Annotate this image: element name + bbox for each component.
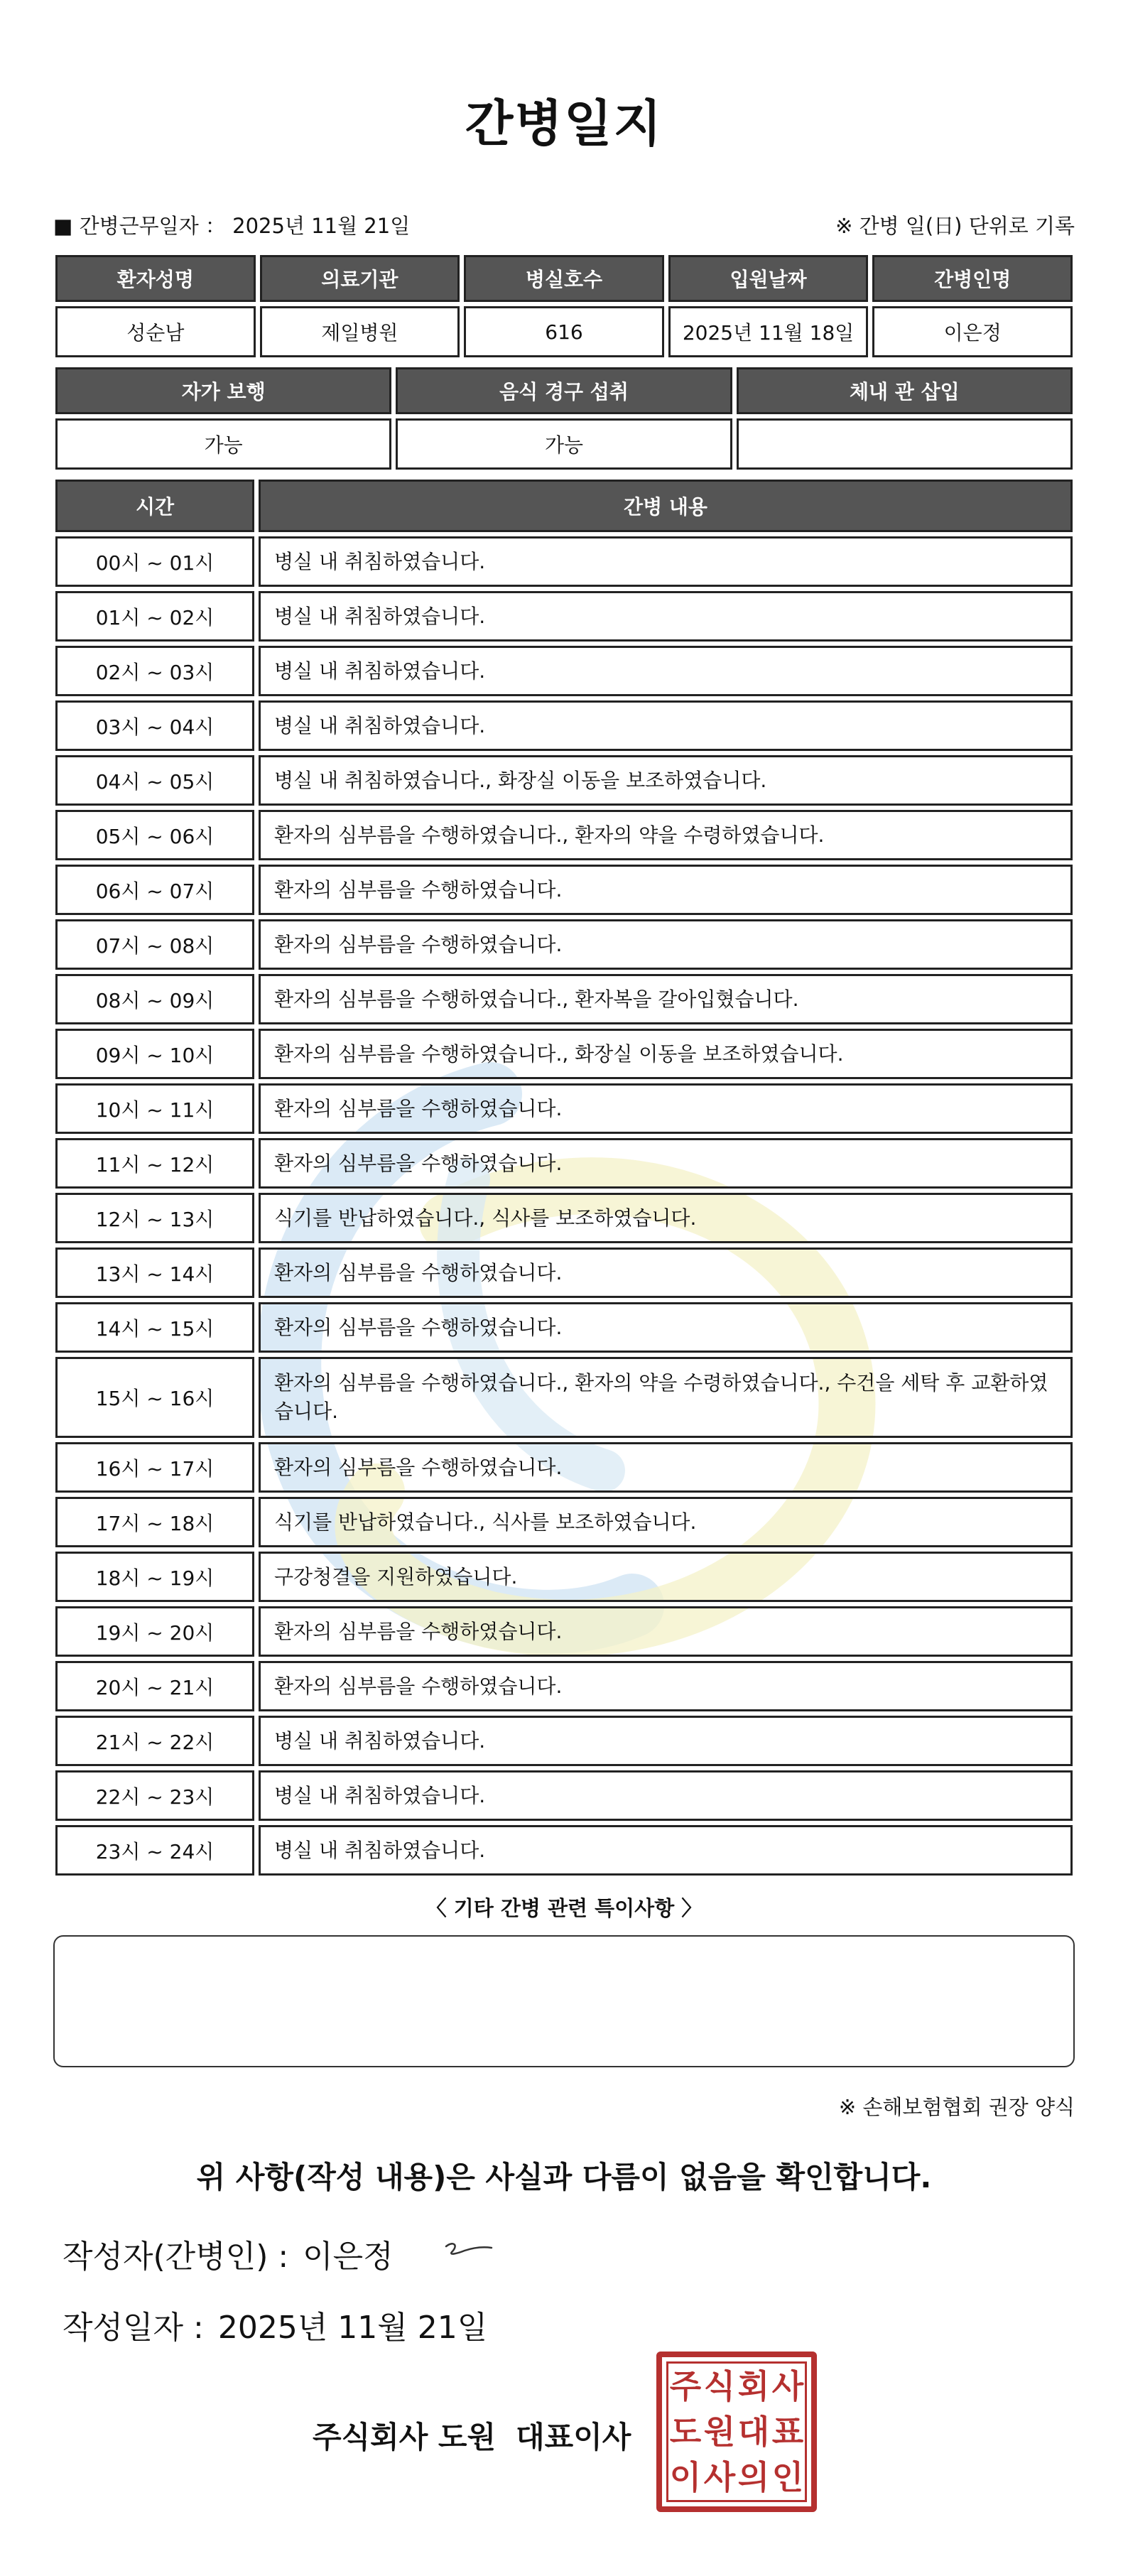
time-cell: 14시 ~ 15시	[53, 1300, 256, 1355]
care-content-cell: 환자의 심부름을 수행하였습니다., 환자의 약을 수령하였습니다., 수건을 세탁 후 교환하였습니다.	[256, 1355, 1075, 1440]
care-content-cell: 환자의 심부름을 수행하였습니다.	[256, 1245, 1075, 1300]
header-patient-name: 환자성명	[53, 253, 258, 304]
work-date-label: ■ 간병근무일자 ：	[53, 214, 226, 238]
confirmation-statement: 위 사항(작성 내용)은 사실과 다름이 없음을 확인합니다.	[196, 2160, 932, 2195]
seal-char: 의	[737, 2458, 770, 2496]
seal-char: 이	[669, 2458, 702, 2496]
table-row	[53, 1823, 1075, 1878]
time-cell: 10시 ~ 11시	[53, 1081, 256, 1136]
room-number: 616	[462, 304, 666, 359]
table-row	[53, 644, 1075, 698]
care-content-cell: 병실 내 취침하였습니다.	[256, 698, 1075, 753]
self-walking-value: 가능	[53, 416, 394, 472]
time-cell: 00시 ~ 01시	[53, 534, 256, 589]
seal-char: 도	[669, 2413, 702, 2451]
care-content-cell: 환자의 심부름을 수행하였습니다.	[256, 1604, 1075, 1659]
seal-char: 인	[771, 2458, 804, 2496]
care-content-cell: 환자의 심부름을 수행하였습니다.	[256, 1136, 1075, 1191]
company-name: 주식회사 도원	[313, 2420, 497, 2455]
time-cell: 12시 ~ 13시	[53, 1191, 256, 1245]
form-note: ※ 손해보험협회 권장 양식	[838, 2095, 1075, 2119]
care-content-cell: 환자의 심부름을 수행하였습니다.	[256, 1659, 1075, 1714]
table-row	[53, 1714, 1075, 1768]
company-seal-stamp	[656, 2352, 817, 2512]
care-content-cell: 병실 내 취침하였습니다., 화장실 이동을 보조하였습니다.	[256, 753, 1075, 808]
special-notes-box	[53, 1935, 1075, 2067]
care-content-cell: 환자의 심부름을 수행하였습니다., 환자의 약을 수령하였습니다.	[256, 808, 1075, 862]
seal-char: 원	[703, 2413, 736, 2451]
table-row	[53, 1027, 1075, 1081]
patient-name: 성순남	[53, 304, 258, 359]
care-content-cell: 구강청결을 지원하였습니다.	[256, 1549, 1075, 1604]
table-row	[53, 808, 1075, 862]
work-date	[53, 210, 410, 239]
unit-note: ※ 간병 일(日) 단위로 기록	[835, 214, 1075, 238]
table-row	[53, 1136, 1075, 1191]
table-row	[53, 1768, 1075, 1823]
table-row	[53, 753, 1075, 808]
time-cell: 18시 ~ 19시	[53, 1549, 256, 1604]
table-row	[53, 917, 1075, 972]
signature-mark-icon	[440, 2236, 497, 2265]
table-row	[53, 589, 1075, 644]
header-time: 시간	[53, 477, 256, 534]
time-cell: 07시 ~ 08시	[53, 917, 256, 972]
header-room: 병실호수	[462, 253, 666, 304]
care-content-cell: 식기를 반납하였습니다., 식사를 보조하였습니다.	[256, 1191, 1075, 1245]
table-row	[53, 1191, 1075, 1245]
time-cell: 01시 ~ 02시	[53, 589, 256, 644]
seal-char: 사	[771, 2367, 804, 2405]
table-row	[53, 1440, 1075, 1495]
time-cell: 17시 ~ 18시	[53, 1495, 256, 1549]
writer-label: 작성자(간병인) :	[63, 2239, 289, 2275]
time-cell: 23시 ~ 24시	[53, 1823, 256, 1878]
header-tube-insertion: 체내 관 삽입	[734, 365, 1075, 416]
written-date-label: 작성일자 :	[63, 2310, 204, 2346]
caregiver-name: 이은정	[870, 304, 1075, 359]
time-cell: 13시 ~ 14시	[53, 1245, 256, 1300]
time-cell: 03시 ~ 04시	[53, 698, 256, 753]
seal-char: 대	[737, 2413, 770, 2451]
seal-char: 식	[703, 2367, 736, 2405]
time-cell: 02시 ~ 03시	[53, 644, 256, 698]
care-content-cell: 환자의 심부름을 수행하였습니다.	[256, 917, 1075, 972]
care-content-cell: 병실 내 취침하였습니다.	[256, 534, 1075, 589]
care-content-cell: 환자의 심부름을 수행하였습니다.	[256, 1300, 1075, 1355]
table-row	[53, 1355, 1075, 1440]
care-content-cell: 환자의 심부름을 수행하였습니다., 환자복을 갈아입혔습니다.	[256, 972, 1075, 1027]
hospital-name: 제일병원	[258, 304, 462, 359]
written-date-value: 2025년 11월 21일	[217, 2310, 488, 2346]
table-row	[53, 862, 1075, 917]
time-cell: 04시 ~ 05시	[53, 753, 256, 808]
work-date-value: 2025년 11월 21일	[232, 214, 411, 238]
table-row	[53, 972, 1075, 1027]
table-row	[53, 1604, 1075, 1659]
time-cell: 15시 ~ 16시	[53, 1355, 256, 1440]
table-row	[53, 1081, 1075, 1136]
time-cell: 21시 ~ 22시	[53, 1714, 256, 1768]
care-content-cell: 환자의 심부름을 수행하였습니다.	[256, 1081, 1075, 1136]
time-cell: 11시 ~ 12시	[53, 1136, 256, 1191]
patient-info-table	[53, 253, 1075, 359]
care-content-cell: 병실 내 취침하였습니다.	[256, 1768, 1075, 1823]
header-care-content: 간병 내용	[256, 477, 1075, 534]
time-cell: 20시 ~ 21시	[53, 1659, 256, 1714]
table-row	[53, 1300, 1075, 1355]
ceo-title: 대표이사	[516, 2420, 631, 2455]
care-content-cell: 병실 내 취침하였습니다.	[256, 1823, 1075, 1878]
page-title: 간병일지	[465, 94, 663, 153]
company-signature-line	[313, 2414, 631, 2457]
special-notes-title: 〈 기타 간병 관련 특이사항 〉	[425, 1896, 703, 1920]
patient-status-table	[53, 365, 1075, 472]
time-cell: 08시 ~ 09시	[53, 972, 256, 1027]
care-content-cell: 병실 내 취침하였습니다.	[256, 1714, 1075, 1768]
time-cell: 09시 ~ 10시	[53, 1027, 256, 1081]
care-content-cell: 식기를 반납하였습니다., 식사를 보조하였습니다.	[256, 1495, 1075, 1549]
care-content-cell: 병실 내 취침하였습니다.	[256, 589, 1075, 644]
writer-name: 이은정	[303, 2239, 394, 2275]
seal-char: 주	[669, 2367, 702, 2405]
seal-char: 사	[703, 2458, 736, 2496]
writer-line	[63, 2231, 394, 2276]
time-cell: 05시 ~ 06시	[53, 808, 256, 862]
header-caregiver: 간병인명	[870, 253, 1075, 304]
care-log-table	[53, 477, 1075, 1878]
seal-char: 표	[771, 2413, 804, 2451]
tube-insertion-value	[734, 416, 1075, 472]
header-oral-intake: 음식 경구 섭취	[394, 365, 734, 416]
written-date-line	[63, 2302, 487, 2347]
table-row	[53, 1245, 1075, 1300]
time-cell: 06시 ~ 07시	[53, 862, 256, 917]
table-row	[53, 1495, 1075, 1549]
table-row	[53, 534, 1075, 589]
oral-intake-value: 가능	[394, 416, 734, 472]
seal-char: 회	[737, 2367, 770, 2405]
care-content-cell: 환자의 심부름을 수행하였습니다.	[256, 862, 1075, 917]
time-cell: 22시 ~ 23시	[53, 1768, 256, 1823]
table-row	[53, 1659, 1075, 1714]
admission-date: 2025년 11월 18일	[666, 304, 871, 359]
care-content-cell: 환자의 심부름을 수행하였습니다., 화장실 이동을 보조하였습니다.	[256, 1027, 1075, 1081]
care-content-cell: 병실 내 취침하였습니다.	[256, 644, 1075, 698]
time-cell: 19시 ~ 20시	[53, 1604, 256, 1659]
work-date-row	[53, 210, 1075, 246]
time-cell: 16시 ~ 17시	[53, 1440, 256, 1495]
care-content-cell: 환자의 심부름을 수행하였습니다.	[256, 1440, 1075, 1495]
table-row	[53, 1549, 1075, 1604]
header-hospital: 의료기관	[258, 253, 462, 304]
header-self-walking: 자가 보행	[53, 365, 394, 416]
header-admission-date: 입원날짜	[666, 253, 871, 304]
table-row	[53, 698, 1075, 753]
